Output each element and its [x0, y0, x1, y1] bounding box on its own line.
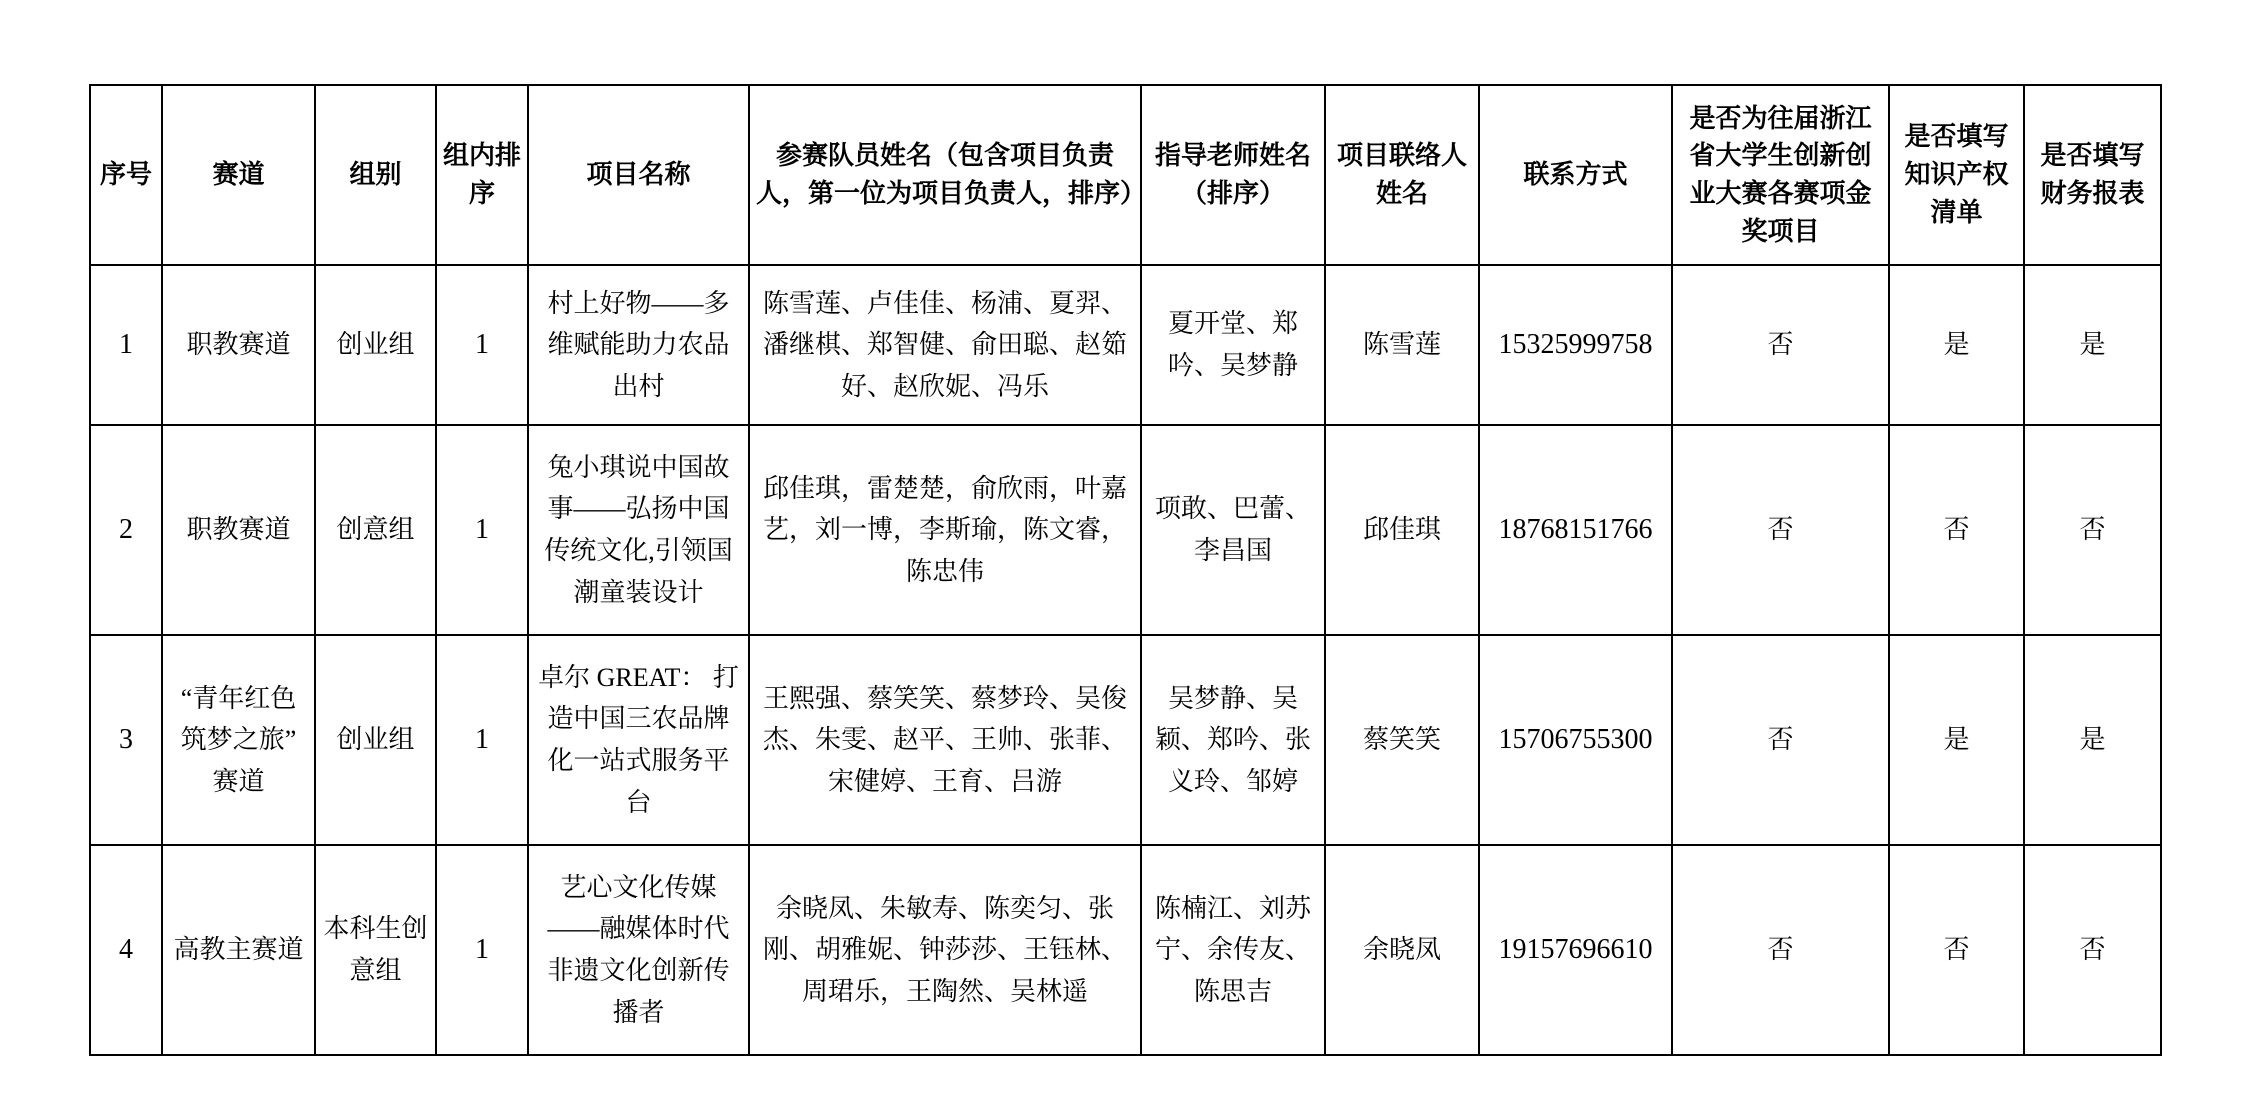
header-seq: 序号: [90, 85, 162, 265]
header-rank: 组内排序: [436, 85, 528, 265]
header-finance-report: 是否填写财务报表: [2024, 85, 2161, 265]
cell-group: 创业组: [315, 265, 436, 425]
table-row: [90, 425, 2161, 635]
cell-teachers: 吴梦静、吴颖、郑吟、张义玲、邹婷: [1141, 635, 1325, 845]
competition-projects-table: [89, 84, 2162, 1056]
cell-members: 王熙强、蔡笑笑、蔡梦玲、吴俊杰、朱雯、赵平、王帅、张菲、宋健婷、王育、吕游: [749, 635, 1141, 845]
cell-seq: 4: [90, 845, 162, 1055]
header-past-gold: 是否为往届浙江省大学生创新创业大赛各赛项金奖项目: [1672, 85, 1889, 265]
cell-contact-name: 蔡笑笑: [1325, 635, 1479, 845]
cell-past-gold: 否: [1672, 265, 1889, 425]
cell-ip-list: 否: [1889, 425, 2024, 635]
header-project-name: 项目名称: [528, 85, 749, 265]
cell-rank: 1: [436, 265, 528, 425]
cell-track: 职教赛道: [162, 425, 315, 635]
cell-finance-report: 是: [2024, 635, 2161, 845]
cell-teachers: 夏开堂、郑吟、吴梦静: [1141, 265, 1325, 425]
cell-ip-list: 是: [1889, 635, 2024, 845]
cell-phone: 15706755300: [1479, 635, 1672, 845]
table-row: [90, 845, 2161, 1055]
cell-group: 本科生创意组: [315, 845, 436, 1055]
table-row: [90, 635, 2161, 845]
cell-rank: 1: [436, 635, 528, 845]
table-row: [90, 265, 2161, 425]
cell-contact-name: 余晓凤: [1325, 845, 1479, 1055]
cell-seq: 2: [90, 425, 162, 635]
header-contact-name: 项目联络人姓名: [1325, 85, 1479, 265]
cell-track: “青年红色筑梦之旅”赛道: [162, 635, 315, 845]
cell-rank: 1: [436, 845, 528, 1055]
cell-project-name: 兔小琪说中国故事——弘扬中国传统文化,引领国潮童装设计: [528, 425, 749, 635]
cell-phone: 18768151766: [1479, 425, 1672, 635]
cell-members: 邱佳琪，雷楚楚，俞欣雨，叶嘉艺，刘一博，李斯瑜，陈文睿，陈忠伟: [749, 425, 1141, 635]
cell-ip-list: 是: [1889, 265, 2024, 425]
cell-phone: 19157696610: [1479, 845, 1672, 1055]
cell-project-name: 卓尔 GREAT： 打造中国三农品牌化一站式服务平台: [528, 635, 749, 845]
cell-rank: 1: [436, 425, 528, 635]
header-row: [90, 85, 2161, 265]
cell-track: 职教赛道: [162, 265, 315, 425]
cell-finance-report: 否: [2024, 425, 2161, 635]
cell-teachers: 陈楠江、刘苏宁、余传友、陈思吉: [1141, 845, 1325, 1055]
cell-project-name: 艺心文化传媒——融媒体时代非遗文化创新传播者: [528, 845, 749, 1055]
cell-past-gold: 否: [1672, 635, 1889, 845]
cell-contact-name: 陈雪莲: [1325, 265, 1479, 425]
cell-seq: 3: [90, 635, 162, 845]
cell-finance-report: 否: [2024, 845, 2161, 1055]
header-group: 组别: [315, 85, 436, 265]
cell-past-gold: 否: [1672, 425, 1889, 635]
cell-past-gold: 否: [1672, 845, 1889, 1055]
cell-project-name: 村上好物——多维赋能助力农品出村: [528, 265, 749, 425]
table-body: [90, 265, 2161, 1055]
cell-group: 创意组: [315, 425, 436, 635]
cell-phone: 15325999758: [1479, 265, 1672, 425]
cell-teachers: 项敢、巴蕾、李昌国: [1141, 425, 1325, 635]
cell-contact-name: 邱佳琪: [1325, 425, 1479, 635]
cell-members: 陈雪莲、卢佳佳、杨浦、夏羿、潘继棋、郑智健、俞田聪、赵筎好、赵欣妮、冯乐: [749, 265, 1141, 425]
header-phone: 联系方式: [1479, 85, 1672, 265]
header-ip-list: 是否填写知识产权清单: [1889, 85, 2024, 265]
cell-members: 余晓凤、朱敏寿、陈奕匀、张刚、胡雅妮、钟莎莎、王钰林、周珺乐，王陶然、吴林遥: [749, 845, 1141, 1055]
header-track: 赛道: [162, 85, 315, 265]
header-teachers: 指导老师姓名（排序）: [1141, 85, 1325, 265]
cell-track: 高教主赛道: [162, 845, 315, 1055]
cell-seq: 1: [90, 265, 162, 425]
cell-ip-list: 否: [1889, 845, 2024, 1055]
header-members: 参赛队员姓名（包含项目负责人，第一位为项目负责人，排序）: [749, 85, 1141, 265]
cell-finance-report: 是: [2024, 265, 2161, 425]
cell-group: 创业组: [315, 635, 436, 845]
